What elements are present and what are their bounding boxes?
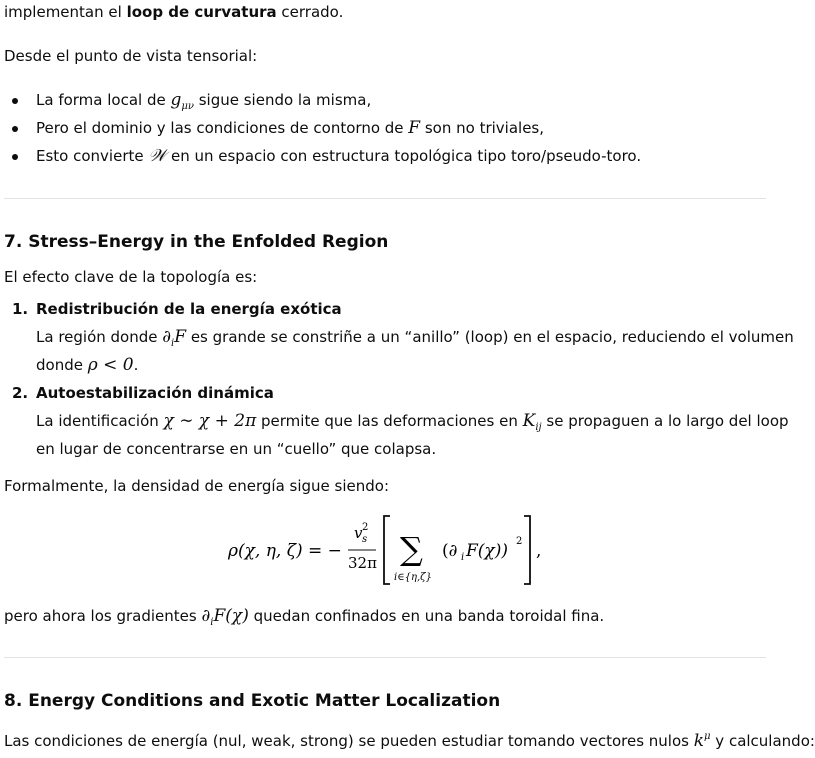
- eq-numerator: v: [354, 524, 363, 542]
- bullet-dot: [12, 98, 18, 104]
- list-number: 1.: [12, 300, 29, 318]
- paragraph-top: implementan el loop de curvatura cerrado.: [4, 3, 344, 21]
- eq-tail: ,: [536, 541, 542, 561]
- section-7-intro: El efecto clave de la topología es:: [4, 268, 258, 286]
- eq-numerator-sup: 2: [362, 522, 369, 533]
- list-item-title: Autoestabilización dinámica: [36, 384, 274, 402]
- sum-symbol: ∑: [400, 530, 423, 568]
- divider: [4, 198, 766, 199]
- eq-lhs: ρ(χ, η, ζ) = −: [228, 541, 342, 561]
- formal-text: Formalmente, la densidad de energía sigue siendo:: [4, 477, 390, 495]
- list-item: Esto convierte 𝒲 en un espacio con estructura topológica tipo toro/pseudo-toro.: [36, 146, 642, 166]
- bold-text: loop de curvatura: [126, 3, 277, 21]
- sum-subscript: i∈{η,ζ}: [394, 572, 432, 583]
- left-bracket: [384, 516, 390, 584]
- section-7-heading: 7. Stress–Energy in the Enfolded Region: [4, 232, 389, 252]
- eq-term-sup: 2: [516, 536, 523, 547]
- bullet-dot: [12, 126, 18, 132]
- eq-term2: F(χ)): [466, 541, 508, 561]
- eq-term-sub: i: [461, 552, 465, 563]
- eq-denominator: 32π: [348, 554, 377, 572]
- list-item-line: La región donde $\partial_iF$ es grande se constriñe a un “anillo” (loop) en el espacio, reduciendo el volumen: [36, 327, 794, 349]
- after-equation-text: pero ahora los gradientes $\partial_iF(\chi)$ quedan confinados en una banda toroidal fina.: [4, 606, 605, 628]
- list-item-line: donde ρ < 0.: [36, 355, 139, 375]
- energy-density-equation: [228, 512, 558, 588]
- list-item-title: Redistribución de la energía exótica: [36, 300, 342, 318]
- list-item-line: La identificación χ ∼ χ + 2π permite que las deformaciones en $K_{ij}$ se propaguen a lo largo del loop: [36, 411, 789, 433]
- eq-numerator-sub: s: [362, 534, 368, 545]
- bullet-dot: [12, 154, 18, 160]
- right-bracket: [524, 516, 530, 584]
- list-number: 2.: [12, 384, 29, 402]
- divider: [4, 657, 766, 658]
- list-item-line: en lugar de concentrarse en un “cuello” que colapsa.: [36, 440, 437, 458]
- list-item: Pero el dominio y las condiciones de contorno de F son no triviales,: [36, 118, 545, 138]
- eq-term: (∂: [442, 541, 458, 561]
- tensor-intro: Desde el punto de vista tensorial:: [4, 47, 258, 65]
- section-8-heading: 8. Energy Conditions and Exotic Matter Localization: [4, 691, 501, 711]
- section-8-text: Las condiciones de energía (nul, weak, strong) se pueden estudiar tomando vectores nulos $k^\mu$ y calculando:: [4, 731, 815, 751]
- list-item: La forma local de $g_{\mu\nu}$ sigue siendo la misma,: [36, 90, 372, 112]
